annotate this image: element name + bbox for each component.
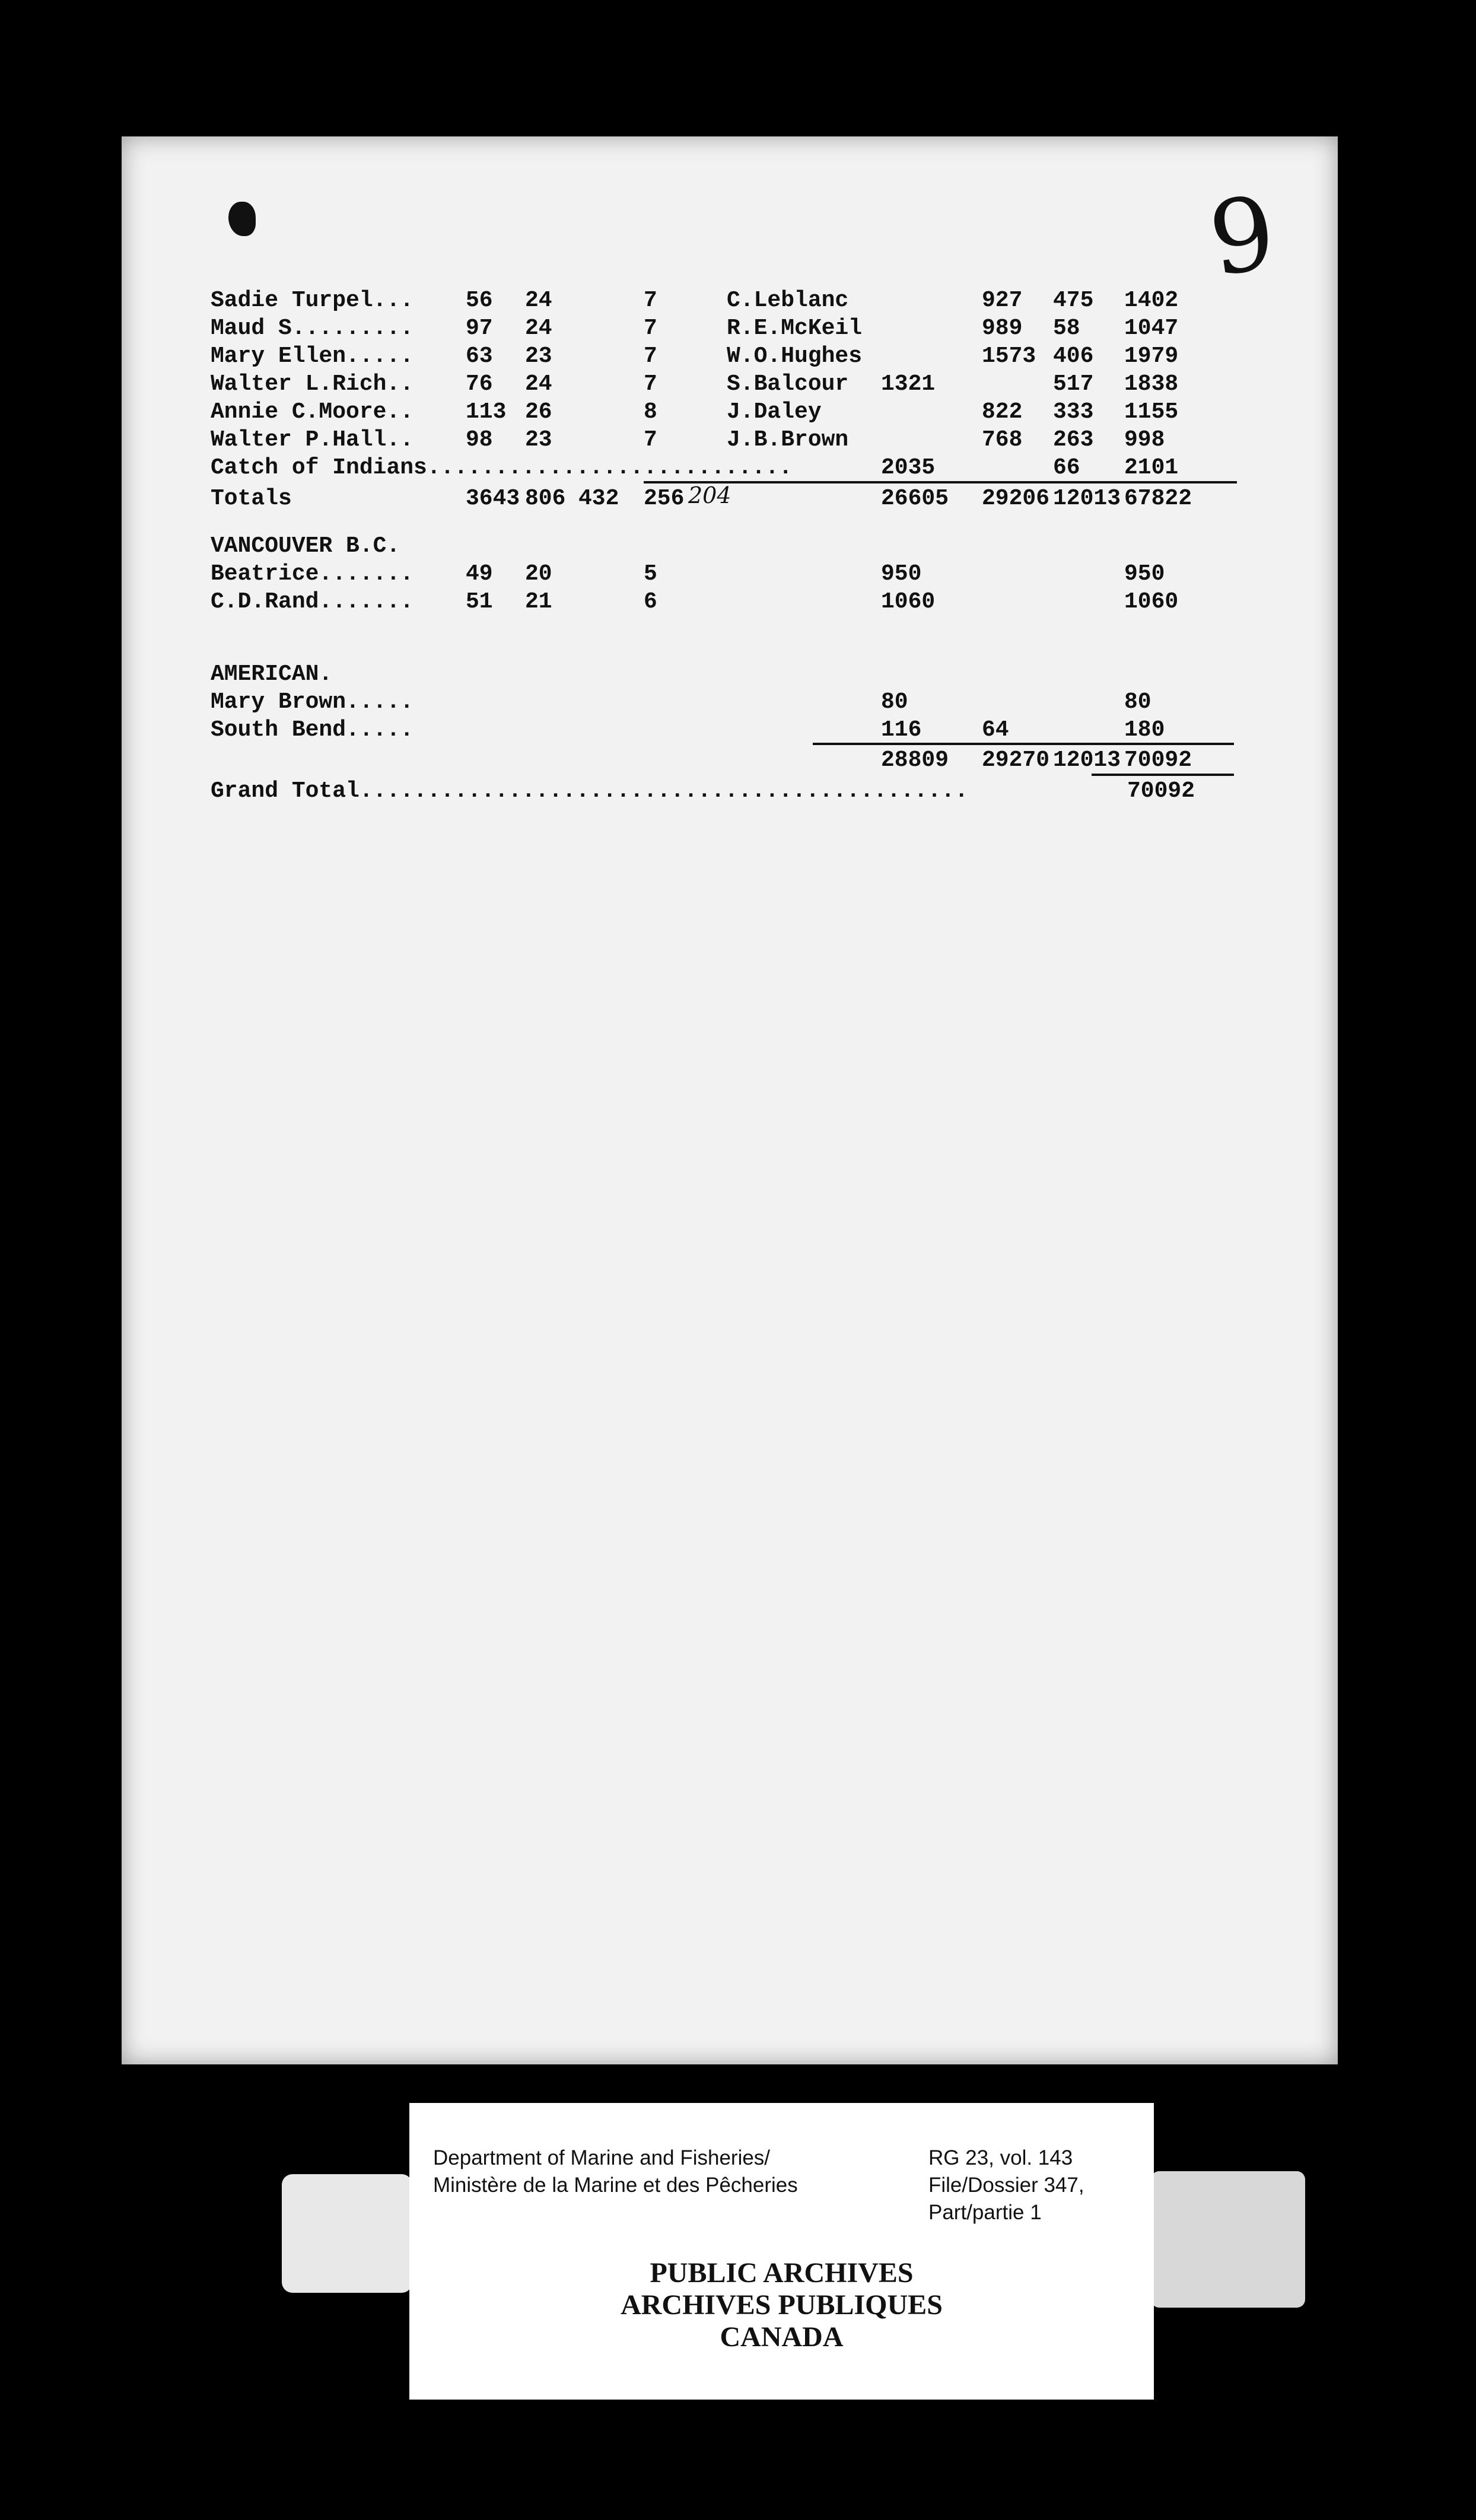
- cell-f: 768: [982, 427, 1023, 453]
- cell-e: 26605: [881, 486, 949, 511]
- cell-f: 927: [982, 288, 1023, 313]
- clip-right: [1151, 2171, 1305, 2308]
- cell-g: 406: [1053, 343, 1094, 369]
- american-heading: AMERICAN.: [211, 661, 333, 687]
- cell-name: Sadie Turpel...: [211, 288, 414, 313]
- cell-h: 1979: [1124, 343, 1179, 369]
- cell-d: 6: [644, 589, 657, 615]
- table-row: [211, 343, 1249, 372]
- cell-b: 23: [525, 343, 552, 369]
- table-row: [211, 589, 1249, 618]
- cell-e: 1060: [881, 589, 936, 615]
- cell-f: 1573: [982, 343, 1036, 369]
- cell-d: 8: [644, 399, 657, 425]
- catch-of-indians-row: [211, 455, 1249, 483]
- cell-g: 475: [1053, 288, 1094, 313]
- cell-c: 432: [578, 486, 619, 511]
- label-rg: RG 23, vol. 143: [928, 2146, 1073, 2169]
- cell-e: 116: [881, 717, 922, 743]
- totals-handwritten: 204: [688, 482, 731, 508]
- cell-buyer: R.E.McKeil: [727, 316, 863, 341]
- cell-g: 263: [1053, 427, 1094, 453]
- grand-total-label: Grand Total.............................................: [211, 778, 969, 804]
- cell-buyer: J.B.Brown: [727, 427, 849, 453]
- subtotals-row: [211, 747, 1249, 776]
- cell-f: 64: [982, 717, 1009, 743]
- label-part: Part/partie 1: [928, 2201, 1042, 2224]
- table-row: [211, 561, 1249, 590]
- cell-h: 1402: [1124, 288, 1179, 313]
- label-department-en: Department of Marine and Fisheries/: [433, 2146, 771, 2169]
- label-reference: [928, 2144, 1084, 2226]
- cell-f: 989: [982, 316, 1023, 341]
- cell-name: Beatrice.......: [211, 561, 414, 587]
- table-row: [211, 427, 1249, 456]
- label-file: File/Dossier 347,: [928, 2174, 1084, 2197]
- table-row: [211, 689, 1249, 718]
- cell-g: 12013: [1053, 486, 1121, 511]
- cell-d: 7: [644, 316, 657, 341]
- cell-name: Totals: [211, 486, 292, 511]
- cell-e: 1321: [881, 371, 936, 397]
- cell-b: 24: [525, 371, 552, 397]
- grand-total-rule: [1092, 774, 1234, 776]
- cell-d: 7: [644, 343, 657, 369]
- cell-b: 806: [525, 486, 566, 511]
- catch-of-indians-label: Catch of Indians...........................: [211, 455, 793, 481]
- cell-g: 517: [1053, 371, 1094, 397]
- cell-b: 24: [525, 288, 552, 313]
- table-row: [211, 288, 1249, 316]
- punch-hole: [228, 202, 256, 236]
- cell-a: 97: [466, 316, 493, 341]
- cell-a: 49: [466, 561, 493, 587]
- cell-b: 26: [525, 399, 552, 425]
- cell-a: 63: [466, 343, 493, 369]
- vancouver-heading: VANCOUVER B.C.: [211, 533, 400, 559]
- label-title-fr: ARCHIVES PUBLIQUES: [621, 2289, 943, 2321]
- cell-buyer: J.Daley: [727, 399, 822, 425]
- cell-g: 12013: [1053, 747, 1121, 773]
- cell-h: 80: [1124, 689, 1151, 715]
- cell-name: C.D.Rand.......: [211, 589, 414, 615]
- cell-h: 1047: [1124, 316, 1179, 341]
- table-row: [211, 717, 1249, 746]
- table-row: [211, 399, 1249, 428]
- cell-g: 58: [1053, 316, 1080, 341]
- cell-buyer: C.Leblanc: [727, 288, 849, 313]
- label-title-country: CANADA: [720, 2321, 844, 2353]
- cell-name: Mary Ellen.....: [211, 343, 414, 369]
- cell-f: 29270: [982, 747, 1050, 773]
- cell-a: 56: [466, 288, 493, 313]
- cell-buyer: W.O.Hughes: [727, 343, 863, 369]
- cell-g: 66: [1053, 455, 1080, 481]
- table-row: [211, 316, 1249, 344]
- archive-label: [409, 2103, 1154, 2400]
- cell-h: 2101: [1124, 455, 1179, 481]
- label-department: [433, 2144, 798, 2199]
- cell-g: 333: [1053, 399, 1094, 425]
- cell-name: Annie C.Moore..: [211, 399, 414, 425]
- cell-h: 67822: [1124, 486, 1192, 511]
- cell-name: Walter L.Rich..: [211, 371, 414, 397]
- grand-total-value: 70092: [1127, 778, 1195, 804]
- cell-h: 998: [1124, 427, 1165, 453]
- cell-d: 7: [644, 371, 657, 397]
- cell-f: 29206: [982, 486, 1050, 511]
- cell-d: 256: [644, 486, 685, 511]
- subtotal-rule: [813, 743, 1234, 745]
- cell-buyer: S.Balcour: [727, 371, 849, 397]
- cell-name: Maud S.........: [211, 316, 414, 341]
- cell-a: 76: [466, 371, 493, 397]
- cell-a: 98: [466, 427, 493, 453]
- cell-h: 950: [1124, 561, 1165, 587]
- page-number: 9: [1202, 174, 1283, 300]
- cell-name: Mary Brown.....: [211, 689, 414, 715]
- cell-a: 113: [466, 399, 507, 425]
- cell-e: 2035: [881, 455, 936, 481]
- cell-e: 950: [881, 561, 922, 587]
- cell-b: 23: [525, 427, 552, 453]
- cell-a: 51: [466, 589, 493, 615]
- cell-b: 20: [525, 561, 552, 587]
- cell-h: 180: [1124, 717, 1165, 743]
- cell-h: 1838: [1124, 371, 1179, 397]
- label-title-en: PUBLIC ARCHIVES: [650, 2257, 914, 2289]
- cell-d: 7: [644, 427, 657, 453]
- cell-name: Walter P.Hall..: [211, 427, 414, 453]
- cell-b: 21: [525, 589, 552, 615]
- cell-h: 70092: [1124, 747, 1192, 773]
- cell-name: South Bend.....: [211, 717, 414, 743]
- label-title: [409, 2257, 1154, 2353]
- cell-d: 7: [644, 288, 657, 313]
- cell-e: 80: [881, 689, 908, 715]
- cell-h: 1060: [1124, 589, 1179, 615]
- cell-f: 822: [982, 399, 1023, 425]
- cell-b: 24: [525, 316, 552, 341]
- table-row: [211, 371, 1249, 400]
- cell-d: 5: [644, 561, 657, 587]
- cell-e: 28809: [881, 747, 949, 773]
- cell-h: 1155: [1124, 399, 1179, 425]
- clip-left: [282, 2174, 412, 2293]
- cell-a: 3643: [466, 486, 520, 511]
- label-department-fr: Ministère de la Marine et des Pêcheries: [433, 2174, 798, 2197]
